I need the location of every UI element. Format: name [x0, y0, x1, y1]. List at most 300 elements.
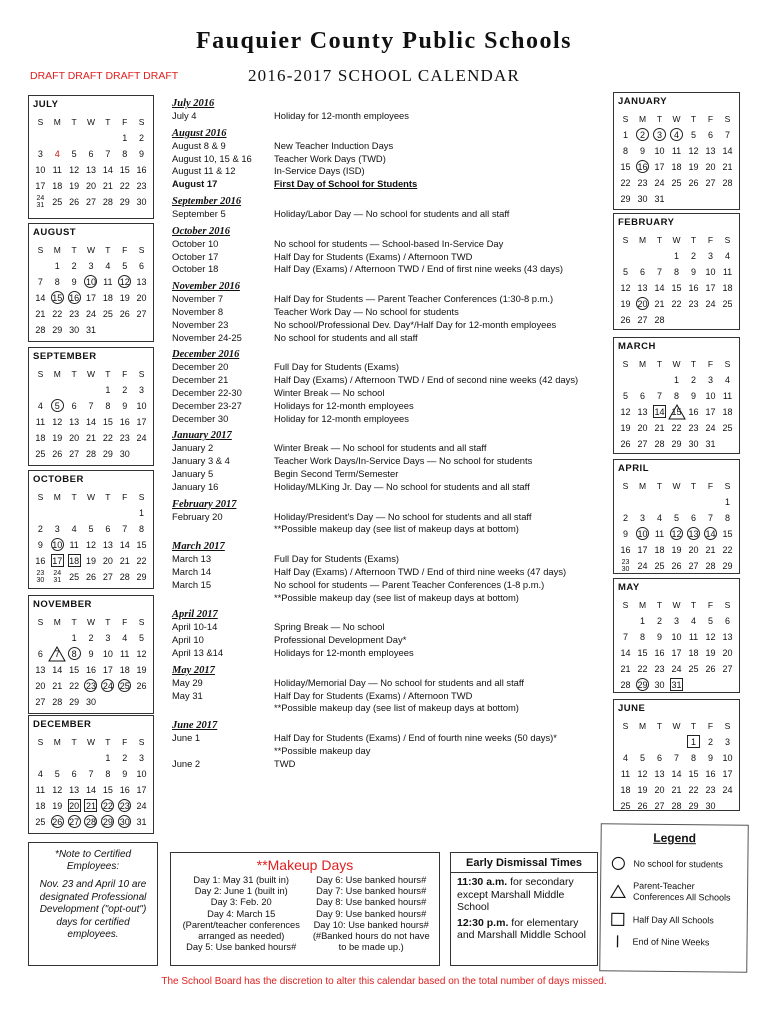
day-cell: 19	[637, 785, 648, 795]
event-row	[172, 481, 604, 494]
weekday-header: W	[86, 117, 95, 127]
day-cell: 11	[52, 165, 62, 175]
event-description: No school/Professional Dev. Day*/Half Day for 12-month employees	[274, 318, 557, 330]
weekday-header: T	[656, 114, 663, 124]
day-cell: 14	[654, 407, 665, 417]
event-date: August 17	[172, 178, 218, 190]
month-name: APRIL	[618, 463, 649, 474]
day-cell: 23	[85, 681, 96, 691]
day-cell: 15	[637, 648, 648, 658]
day-cell: 6	[37, 649, 43, 659]
event-row	[172, 647, 604, 660]
weekday-header: M	[638, 359, 647, 369]
day-cell: 7	[622, 632, 628, 642]
day-cell: 5	[88, 524, 94, 534]
day-cell: 11	[722, 267, 733, 277]
event-row	[172, 319, 604, 332]
day-cell: 5	[71, 149, 77, 159]
weekday-header: W	[86, 492, 95, 502]
day-cell: 17	[654, 162, 665, 172]
day-cell: 12	[69, 165, 80, 175]
day-cell: 4	[54, 149, 60, 159]
weekday-header: M	[638, 600, 647, 610]
month-april	[613, 459, 740, 574]
day-cell	[32, 258, 49, 274]
event-row	[172, 702, 604, 715]
day-grid	[32, 242, 150, 338]
day-cell: 9	[656, 632, 662, 642]
day-cell: 23	[688, 299, 699, 309]
weekday-header: F	[122, 492, 128, 502]
day-cell: 15	[620, 162, 631, 172]
weekday-header: S	[138, 245, 145, 255]
day-cell: 29	[637, 680, 648, 690]
event-row	[172, 400, 604, 413]
weekday-header: T	[105, 737, 111, 747]
month-name: SEPTEMBER	[33, 351, 97, 362]
weekday-header: F	[707, 721, 714, 731]
day-cell: 1	[139, 508, 145, 518]
day-cell: 6	[139, 261, 145, 271]
day-cell: 28	[705, 561, 716, 571]
event-row	[172, 634, 604, 647]
legend-box	[599, 823, 749, 973]
event-date: April 13 &14	[172, 646, 224, 658]
event-date: December 21	[172, 374, 229, 386]
day-cell: 5	[707, 616, 713, 626]
day-cell	[83, 505, 100, 521]
events-section-heading: February 2017	[172, 498, 237, 510]
event-date: October 18	[172, 263, 219, 275]
day-cell: 30	[637, 194, 648, 204]
day-cell: 28	[35, 325, 46, 335]
day-cell: 29	[620, 194, 631, 204]
event-description: Full Day for Students (Exams)	[274, 361, 400, 373]
day-cell: 18	[35, 801, 46, 811]
day-cell: 10	[722, 753, 733, 763]
event-row	[172, 553, 604, 566]
day-cell: 13	[637, 283, 648, 293]
month-july	[28, 95, 154, 219]
day-cell: 17	[85, 293, 96, 303]
day-cell: 21	[119, 556, 130, 566]
day-cell: 16	[119, 785, 130, 795]
weekday-header: S	[622, 600, 629, 610]
day-cell: 2	[707, 737, 713, 747]
weekday-header: M	[638, 235, 647, 245]
day-cell: 3	[673, 616, 679, 626]
day-cell: 7	[707, 513, 713, 523]
day-cell: 22	[102, 801, 113, 811]
day-cell: 9	[139, 149, 145, 159]
month-october	[28, 470, 154, 589]
event-description: Half Day (Exams) / Afternoon TWD / End of second nine weeks (42 days)	[274, 374, 579, 386]
day-cell: 23	[119, 801, 130, 811]
day-cell: 23	[136, 181, 147, 191]
day-cell: 24	[671, 664, 682, 674]
day-cell: 16	[705, 769, 716, 779]
weekday-header: S	[622, 235, 629, 245]
day-cell: 22	[620, 178, 631, 188]
day-cell: 14	[35, 293, 46, 303]
day-grid	[32, 114, 150, 210]
day-cell: 28	[654, 315, 665, 325]
event-description: **Possible makeup day (see list of makeup days at bottom)	[274, 702, 519, 714]
day-cell: 6	[71, 769, 77, 779]
weekday-header: S	[138, 369, 145, 379]
day-cell: 28	[119, 572, 130, 582]
month-february	[613, 213, 740, 330]
day-cell: 22	[722, 545, 733, 555]
day-cell: 9	[622, 529, 628, 539]
day-cell: 25	[722, 423, 733, 433]
day-cell: 29	[102, 817, 113, 827]
day-cell: 15	[102, 417, 113, 427]
day-cell: 11	[35, 785, 46, 795]
day-cell: 5	[122, 261, 128, 271]
event-date: August 10, 15 & 16	[172, 152, 252, 164]
day-cell: 9	[88, 649, 94, 659]
makeup-right-column	[307, 875, 435, 953]
day-cell: 30	[69, 325, 80, 335]
event-description: **Possible makeup day (see list of makeup days at bottom)	[274, 523, 519, 535]
event-date: June 2	[172, 757, 201, 769]
day-cell: 20	[654, 785, 665, 795]
day-cell: 9	[690, 391, 696, 401]
day-cell: 3	[139, 753, 145, 763]
day-cell: 11	[35, 417, 46, 427]
day-cell: 31	[654, 194, 665, 204]
day-cell	[49, 382, 66, 398]
weekday-header: F	[707, 481, 714, 491]
day-cell: 27	[637, 439, 648, 449]
legend-conferences: Parent-Teacher Conferences All Schools	[609, 880, 733, 903]
secondary-time: 11:30 a.m.	[457, 876, 508, 888]
month-name: OCTOBER	[33, 474, 84, 485]
month-may	[613, 578, 740, 693]
day-cell: 14	[85, 785, 96, 795]
makeup-line: Day 8: Use banked hours#	[316, 897, 427, 908]
event-date: December 22-30	[172, 386, 242, 398]
day-cell: 9	[37, 540, 43, 550]
makeup-line: (#Banked hours do not have	[312, 931, 430, 942]
day-cell	[32, 505, 49, 521]
day-cell: 3	[707, 375, 713, 385]
event-row	[172, 468, 604, 481]
event-description: Half Day (Exams) / Afternoon TWD / End of third nine weeks (47 days)	[274, 565, 567, 577]
day-cell	[634, 248, 651, 264]
event-description: No school for students — Parent Teacher Conferences (1-8 p.m.)	[274, 578, 545, 590]
event-date: November 24-25	[172, 331, 242, 343]
day-cell: 15	[688, 769, 699, 779]
weekday-header: T	[71, 617, 77, 627]
day-cell: 12	[136, 649, 147, 659]
day-cell: 30	[654, 680, 665, 690]
day-cell: 10	[654, 146, 665, 156]
events-section-heading: December 2016	[172, 349, 240, 361]
day-cell: 27	[637, 315, 648, 325]
events-section-heading: September 2016	[172, 195, 242, 207]
event-date: March 13	[172, 553, 212, 565]
weekday-header: S	[724, 481, 731, 491]
day-cell: 19	[69, 181, 80, 191]
day-cell: 31	[705, 439, 716, 449]
day-cell: 7	[656, 267, 662, 277]
event-date: January 2	[172, 442, 214, 454]
day-cell: 30	[136, 197, 147, 207]
day-cell: 19	[671, 545, 682, 555]
day-cell: 4	[37, 401, 43, 411]
weekday-header: T	[71, 117, 77, 127]
event-description: Holiday for 12-month employees	[274, 412, 409, 424]
day-cell: 2	[122, 385, 128, 395]
day-cell: 6	[690, 513, 696, 523]
day-cell: 10	[705, 267, 716, 277]
day-cell: 18	[35, 433, 46, 443]
event-description: Half Day (Exams) / Afternoon TWD / End of first nine weeks (43 days)	[274, 263, 563, 275]
day-grid	[32, 734, 150, 830]
day-grid	[617, 232, 736, 328]
day-cell	[66, 505, 83, 521]
day-cell: 22	[688, 785, 699, 795]
day-cell: 1	[105, 385, 111, 395]
weekday-header: W	[86, 617, 95, 627]
event-row	[172, 758, 604, 771]
event-description: TWD	[274, 757, 296, 769]
day-cell: 19	[52, 801, 63, 811]
day-cell: 29	[671, 439, 682, 449]
event-description: Holiday/MLKing Jr. Day — No school for students and all staff	[274, 480, 530, 492]
day-cell	[49, 505, 66, 521]
makeup-title: **Makeup Days	[256, 857, 354, 873]
day-cell: 26	[620, 315, 631, 325]
weekday-header: F	[707, 359, 714, 369]
event-description: Holiday/Memorial Day — No school for students and all staff	[274, 676, 524, 688]
day-cell: 6	[707, 130, 713, 140]
day-cell: 27	[35, 697, 46, 707]
event-row	[172, 523, 604, 536]
day-cell: 28	[722, 178, 733, 188]
note-heading: *Note to Certified Employees:	[54, 849, 132, 872]
day-cell: 16	[688, 283, 699, 293]
events-section-heading: October 2016	[172, 225, 231, 237]
day-cell: 4	[622, 753, 628, 763]
day-cell: 11	[722, 391, 733, 401]
day-cell: 1	[673, 375, 679, 385]
day-cell: 25	[119, 681, 130, 691]
day-cell: 21	[52, 681, 63, 691]
day-cell: 26	[69, 197, 80, 207]
day-cell: 22	[102, 433, 113, 443]
event-date: April 10-14	[172, 621, 218, 633]
day-cell: 19	[52, 433, 63, 443]
weekday-header: F	[122, 617, 128, 627]
event-description: Holidays for 12-month employees	[274, 399, 414, 411]
weekday-header: S	[622, 114, 629, 124]
day-cell: 30	[119, 817, 130, 827]
day-cell: 21	[620, 664, 631, 674]
day-cell: 24	[654, 178, 665, 188]
day-grid	[617, 111, 736, 207]
weekday-header: T	[656, 235, 663, 245]
event-row	[172, 238, 604, 251]
day-cell: 29	[688, 801, 699, 811]
day-cell: 2	[88, 633, 94, 643]
day-cell: 13	[35, 665, 46, 675]
day-cell: 24	[705, 299, 716, 309]
weekday-header: S	[724, 235, 731, 245]
day-cell: 8	[105, 769, 111, 779]
weekday-header: F	[122, 245, 128, 255]
day-cell	[617, 372, 634, 388]
event-description: Holiday/Labor Day — No school for students and all staff	[274, 207, 510, 219]
day-cell: 21	[705, 545, 716, 555]
day-grid	[617, 597, 736, 693]
weekday-header: M	[638, 481, 647, 491]
event-row	[172, 566, 604, 579]
day-cell: 31	[136, 817, 147, 827]
day-cell: 29	[722, 561, 733, 571]
day-cell: 20	[705, 162, 716, 172]
day-cell: 27	[69, 817, 80, 827]
weekday-header: T	[105, 617, 111, 627]
makeup-line: Day 10: Use banked hours#	[313, 919, 429, 930]
event-row	[172, 745, 604, 758]
day-cell: 23 30	[621, 559, 630, 573]
event-description: New Teacher Induction Days	[274, 139, 394, 151]
day-cell: 27	[688, 561, 699, 571]
weekday-header: T	[690, 359, 697, 369]
day-cell: 28	[620, 680, 631, 690]
day-cell: 20	[637, 423, 648, 433]
day-cell: 3	[707, 251, 713, 261]
elementary-time: 12:30 p.m.	[457, 916, 509, 929]
event-date: January 16	[172, 480, 219, 492]
day-cell	[99, 130, 116, 146]
day-cell: 15	[136, 540, 147, 550]
legend-no-school: No school for students	[609, 856, 723, 871]
makeup-line: Day 5: Use banked hours#	[186, 942, 297, 953]
day-cell: 6	[105, 524, 111, 534]
day-cell	[83, 130, 100, 146]
day-cell: 23	[688, 423, 699, 433]
day-cell: 11	[671, 146, 682, 156]
day-cell: 24 31	[36, 195, 45, 209]
day-cell: 13	[102, 540, 113, 550]
day-cell: 19	[620, 423, 631, 433]
day-cell: 10	[85, 277, 96, 287]
day-cell: 26	[52, 449, 63, 459]
day-cell: 29	[119, 197, 130, 207]
event-row	[172, 110, 604, 123]
day-cell: 20	[688, 545, 699, 555]
day-cell: 15	[52, 293, 63, 303]
day-cell: 16	[620, 545, 631, 555]
day-cell: 29	[102, 449, 113, 459]
day-cell: 9	[122, 769, 128, 779]
event-row	[172, 332, 604, 345]
day-cell: 13	[69, 785, 80, 795]
event-description: Half Day for Students (Exams) / End of fourth nine weeks (50 days)*	[274, 732, 557, 744]
day-cell: 2	[622, 513, 628, 523]
day-cell: 2	[656, 616, 662, 626]
weekday-header: T	[656, 359, 663, 369]
month-january	[613, 92, 740, 210]
day-cell: 21	[654, 299, 665, 309]
day-cell: 25	[671, 178, 682, 188]
day-cell	[668, 734, 685, 750]
day-cell: 12	[671, 529, 682, 539]
day-cell: 5	[622, 391, 628, 401]
day-cell: 3	[37, 149, 43, 159]
weekday-header: T	[71, 245, 77, 255]
event-row	[172, 165, 604, 178]
event-description: In-Service Days (ISD)	[274, 165, 365, 177]
events-section-heading: May 2017	[172, 664, 215, 676]
event-date	[172, 523, 274, 536]
day-cell: 8	[122, 149, 128, 159]
draft-watermark: DRAFT DRAFT DRAFT DRAFT	[30, 70, 179, 82]
day-grid	[32, 489, 150, 585]
weekday-header: S	[138, 737, 145, 747]
day-cell: 29	[69, 697, 80, 707]
weekday-header: M	[638, 721, 647, 731]
events-section-heading: March 2017	[172, 541, 225, 553]
day-cell: 4	[724, 375, 730, 385]
elementary-dismissal	[451, 914, 597, 942]
day-cell	[634, 372, 651, 388]
weekday-header: T	[105, 245, 111, 255]
day-cell: 19	[705, 648, 716, 658]
event-description: Holiday for 12-month employees	[274, 110, 409, 121]
day-cell: 11	[688, 632, 699, 642]
day-cell: 7	[37, 277, 43, 287]
day-cell: 12	[119, 277, 130, 287]
certified-note	[28, 842, 158, 966]
day-cell: 14	[671, 769, 682, 779]
day-cell	[83, 750, 100, 766]
event-row	[172, 374, 604, 387]
weekday-header: S	[37, 737, 44, 747]
day-cell: 12	[688, 146, 699, 156]
day-cell: 15	[69, 665, 80, 675]
day-cell: 21	[654, 423, 665, 433]
event-date: February 20	[172, 510, 223, 522]
square-icon	[611, 912, 625, 926]
day-cell: 1	[122, 133, 128, 143]
event-date: November 7	[172, 293, 224, 305]
events-section-heading: January 2017	[172, 430, 232, 442]
event-description: Winter Break — No school	[274, 386, 385, 398]
event-row	[172, 511, 604, 524]
day-cell: 26	[52, 817, 63, 827]
day-cell: 13	[637, 407, 648, 417]
day-cell: 6	[88, 149, 94, 159]
day-cell: 14	[654, 283, 665, 293]
day-cell: 11	[654, 529, 665, 539]
day-cell: 14	[52, 665, 63, 675]
event-date	[172, 592, 274, 605]
day-cell: 18	[69, 556, 80, 566]
day-cell: 17	[35, 181, 46, 191]
day-cell: 30	[705, 801, 716, 811]
day-grid	[617, 356, 736, 452]
day-cell: 27	[722, 664, 733, 674]
day-cell: 6	[71, 401, 77, 411]
event-row	[172, 263, 604, 276]
day-cell: 13	[85, 165, 96, 175]
event-description: Winter Break — No school for students and all staff	[274, 442, 487, 454]
